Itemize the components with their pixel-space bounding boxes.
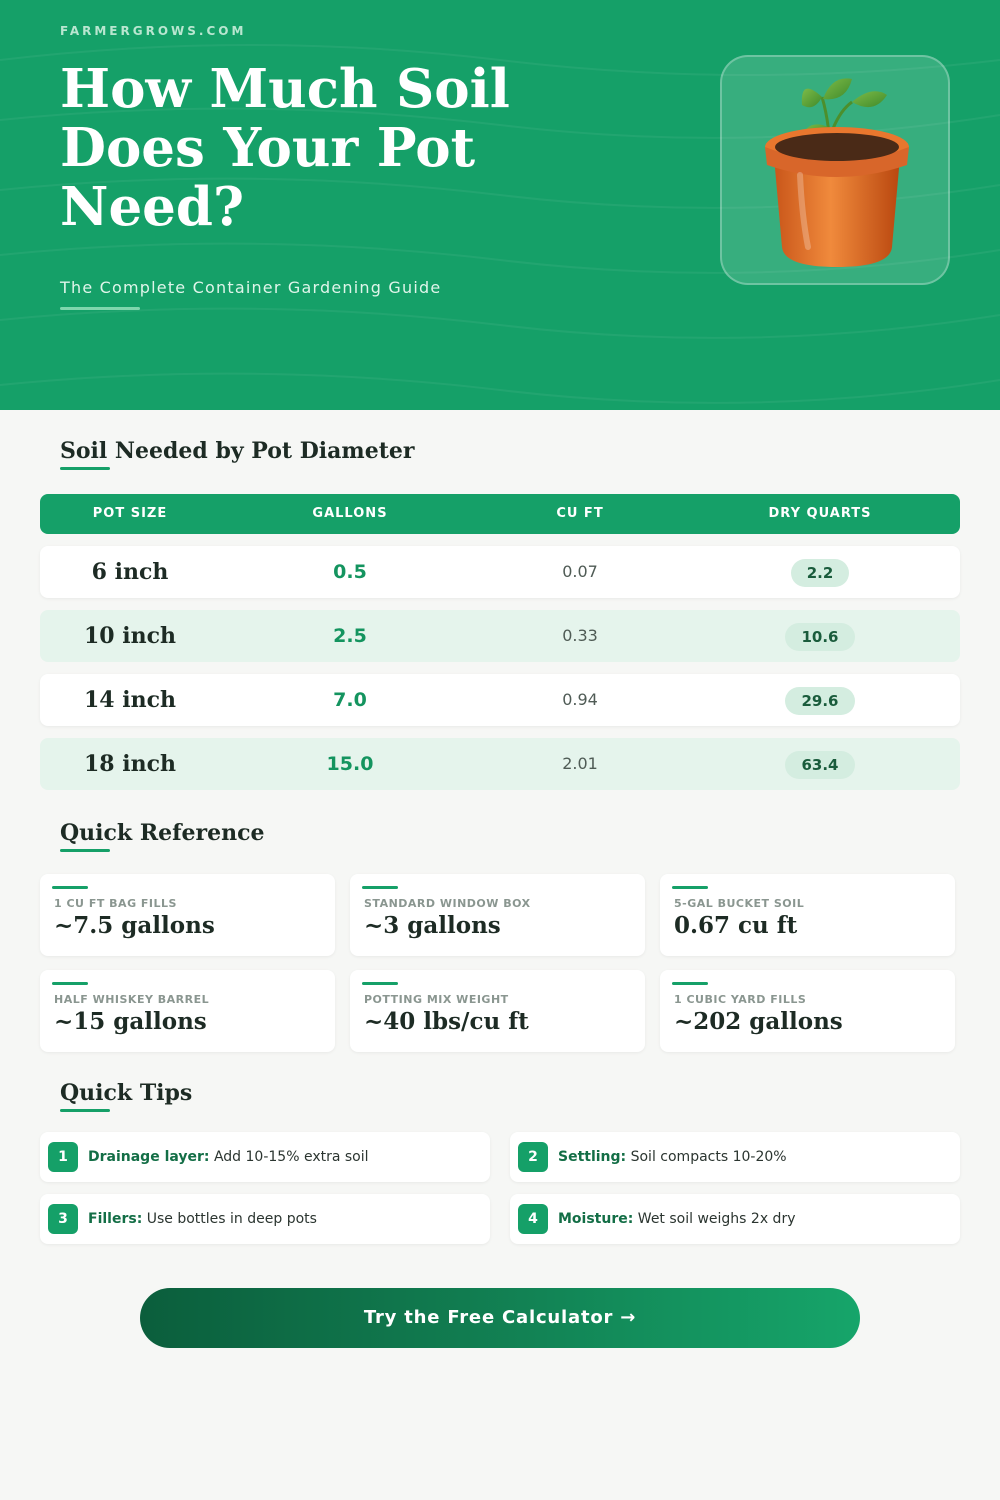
pot-size-cell: 6 inch bbox=[91, 559, 169, 585]
card-accent bbox=[672, 886, 708, 889]
tip-number-badge: 3 bbox=[48, 1204, 78, 1234]
gallons-cell: 15.0 bbox=[326, 753, 374, 775]
reference-card bbox=[350, 874, 645, 956]
free-calculator-button[interactable]: Try the Free Calculator → bbox=[140, 1288, 860, 1348]
reference-card bbox=[660, 970, 955, 1052]
pot-size-cell: 10 inch bbox=[83, 623, 177, 649]
card-accent bbox=[362, 982, 398, 985]
dry-quarts-cell bbox=[730, 738, 910, 790]
tip-number-badge: 2 bbox=[518, 1142, 548, 1172]
column-header-dry-quarts: DRY QUARTS bbox=[768, 506, 872, 521]
card-accent bbox=[52, 982, 88, 985]
reference-card bbox=[350, 970, 645, 1052]
title-line: How Much Soil bbox=[60, 58, 510, 120]
cu-ft-cell: 0.94 bbox=[562, 690, 598, 709]
reference-value: ~15 gallons bbox=[54, 1008, 207, 1035]
dry-quarts-cell bbox=[730, 546, 910, 598]
hero-banner bbox=[0, 0, 1000, 410]
reference-label: POTTING MIX WEIGHT bbox=[364, 993, 509, 1006]
table-row bbox=[40, 738, 960, 790]
title-line: Need? bbox=[60, 176, 244, 238]
column-header-gallons: GALLONS bbox=[312, 506, 388, 521]
table-row bbox=[40, 674, 960, 726]
potted-plant-icon bbox=[722, 57, 952, 287]
section-title-tips: Quick Tips bbox=[60, 1080, 193, 1106]
title-line: Does Your Pot bbox=[60, 117, 476, 179]
reference-value: ~7.5 gallons bbox=[54, 912, 215, 939]
reference-card bbox=[660, 874, 955, 956]
tip-text bbox=[558, 1132, 787, 1182]
quarts-badge: 2.2 bbox=[791, 559, 850, 587]
reference-value: ~40 lbs/cu ft bbox=[364, 1008, 529, 1035]
tip-card bbox=[510, 1132, 960, 1182]
tip-number-badge: 4 bbox=[518, 1204, 548, 1234]
tip-title: Moisture: bbox=[558, 1211, 634, 1227]
section-title-table: Soil Needed by Pot Diameter bbox=[60, 438, 415, 464]
hero-image-card bbox=[720, 55, 950, 285]
tip-body: Wet soil weighs 2x dry bbox=[633, 1211, 796, 1227]
section-underline bbox=[60, 467, 110, 470]
tip-text bbox=[88, 1194, 317, 1244]
subtitle-underline bbox=[60, 307, 140, 310]
dry-quarts-cell bbox=[730, 674, 910, 726]
tip-title: Drainage layer: bbox=[88, 1149, 210, 1165]
site-name: FARMERGROWS.COM bbox=[60, 24, 247, 38]
tip-card bbox=[40, 1132, 490, 1182]
tip-body: Soil compacts 10-20% bbox=[626, 1149, 787, 1165]
section-underline bbox=[60, 849, 110, 852]
tip-body: Add 10-15% extra soil bbox=[209, 1149, 369, 1165]
card-accent bbox=[672, 982, 708, 985]
gallons-cell: 2.5 bbox=[333, 625, 367, 647]
table-row bbox=[40, 546, 960, 598]
section-underline bbox=[60, 1109, 110, 1112]
cu-ft-cell: 0.07 bbox=[562, 562, 598, 581]
card-accent bbox=[52, 886, 88, 889]
reference-card bbox=[40, 970, 335, 1052]
reference-label: 1 CUBIC YARD FILLS bbox=[674, 993, 807, 1006]
reference-label: 1 CU FT BAG FILLS bbox=[54, 897, 177, 910]
reference-value: ~202 gallons bbox=[674, 1008, 843, 1035]
card-accent bbox=[362, 886, 398, 889]
reference-value: ~3 gallons bbox=[364, 912, 501, 939]
column-header-cu-ft: CU FT bbox=[556, 506, 604, 521]
section-title-reference: Quick Reference bbox=[60, 820, 265, 846]
reference-label: STANDARD WINDOW BOX bbox=[364, 897, 531, 910]
column-header-pot-size: POT SIZE bbox=[92, 506, 168, 521]
table-header bbox=[40, 494, 960, 534]
gallons-cell: 7.0 bbox=[333, 689, 367, 711]
reference-value: 0.67 cu ft bbox=[674, 912, 798, 939]
quarts-badge: 29.6 bbox=[785, 687, 854, 715]
page-title bbox=[60, 60, 620, 237]
pot-size-cell: 14 inch bbox=[83, 687, 177, 713]
tip-title: Settling: bbox=[558, 1149, 627, 1165]
cu-ft-cell: 0.33 bbox=[562, 626, 598, 645]
table-row bbox=[40, 610, 960, 662]
page-subtitle: The Complete Container Gardening Guide bbox=[60, 278, 442, 297]
tip-body: Use bottles in deep pots bbox=[142, 1211, 317, 1227]
tip-number-badge: 1 bbox=[48, 1142, 78, 1172]
dry-quarts-cell bbox=[730, 610, 910, 662]
tip-card bbox=[510, 1194, 960, 1244]
reference-label: HALF WHISKEY BARREL bbox=[54, 993, 210, 1006]
pot-size-cell: 18 inch bbox=[83, 751, 177, 777]
quarts-badge: 63.4 bbox=[785, 751, 854, 779]
reference-label: 5-GAL BUCKET SOIL bbox=[674, 897, 805, 910]
tip-text bbox=[558, 1194, 796, 1244]
cu-ft-cell: 2.01 bbox=[562, 754, 598, 773]
tip-title: Fillers: bbox=[88, 1211, 143, 1227]
gallons-cell: 0.5 bbox=[333, 561, 367, 583]
tip-card bbox=[40, 1194, 490, 1244]
reference-card bbox=[40, 874, 335, 956]
quarts-badge: 10.6 bbox=[785, 623, 854, 651]
tip-text bbox=[88, 1132, 369, 1182]
